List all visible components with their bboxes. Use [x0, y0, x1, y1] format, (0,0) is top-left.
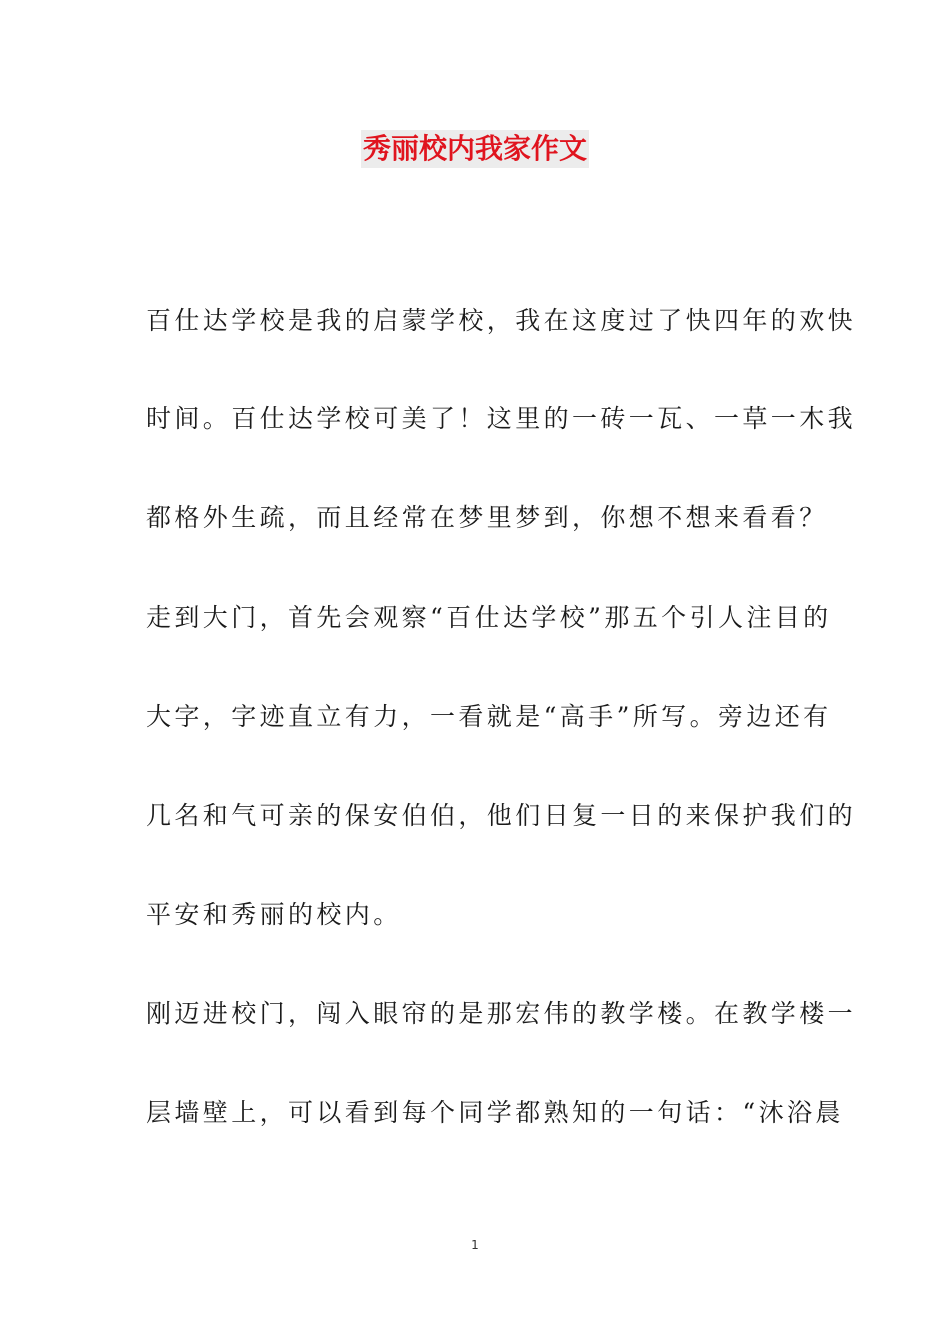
title-container: [0, 130, 950, 168]
body-line: 时间。百仕达学校可美了！这里的一砖一瓦、一草一木我: [146, 404, 857, 433]
body-line: 平安和秀丽的校内。: [146, 900, 402, 929]
body-line: 层墙壁上，可以看到每个同学都熟知的一句话：“沐浴晨: [146, 1098, 844, 1127]
body-line: 都格外生疏，而且经常在梦里梦到，你想不想来看看？: [146, 503, 828, 532]
body-line: 百仕达学校是我的启蒙学校，我在这度过了快四年的欢快: [146, 306, 857, 335]
page-number: 1: [471, 1238, 479, 1252]
body-line: 几名和气可亲的保安伯伯，他们日复一日的来保护我们的: [146, 801, 857, 830]
body-line: 走到大门，首先会观察“百仕达学校”那五个引人注目的: [146, 603, 832, 632]
body-line: 刚迈进校门，闯入眼帘的是那宏伟的教学楼。在教学楼一: [146, 999, 857, 1028]
body-line: 大字，字迹直立有力，一看就是“高手”所写。旁边还有: [146, 702, 832, 731]
document-title: 秀丽校内我家作文: [361, 130, 589, 168]
